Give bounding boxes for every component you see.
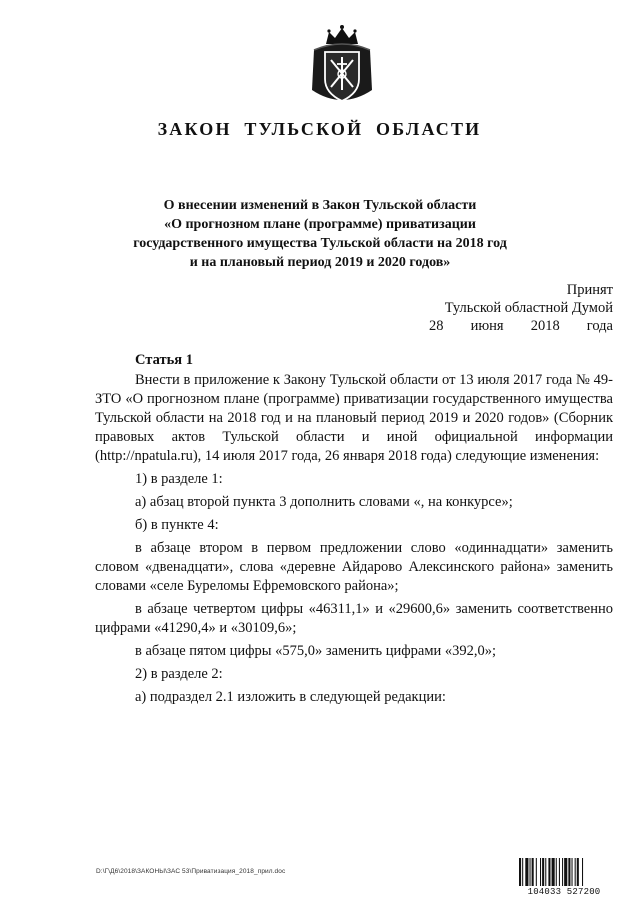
article-intro: Внести в приложение к Закону Тульской области от 13 июля 2017 года № 49-ЗТО «О прогнозном плане (программе) приватизации государственного имущества Тульской области на 2018 год и на плановый период 2019 и 2020 годов» (Сборник правовых актов Тульской области и иной официальной информации (http://npatula.ru), 14 июля 2017 года, 26 января 2018 года) следующие изменения:	[95, 372, 613, 464]
article-item: 2) в разделе 2:	[135, 666, 223, 682]
file-path: D:\Г\Д6\2018\ЗАКОНЫ\ЗАС 53\Приватизация_2018_прил.doc	[96, 868, 286, 875]
barcode-icon	[519, 858, 609, 890]
law-title: ЗАКОН ТУЛЬСКОЙ ОБЛАСТИ	[157, 119, 482, 139]
adopted-by: Тульской областной Думой	[444, 300, 613, 316]
article-item: в абзаце четвертом цифры «46311,1» и «29600,6» заменить соответственно цифрами «41290,4» и «30109,6»;	[95, 601, 613, 636]
adoption-date	[425, 317, 613, 335]
article-item: а) подраздел 2.1 изложить в следующей редакции:	[135, 689, 446, 705]
law-subject-line: О внесении изменений в Закон Тульской области	[163, 198, 477, 213]
law-subject-line: и на плановый период 2019 и 2020 годов»	[189, 255, 451, 270]
adoption-year-word: года	[586, 318, 613, 334]
article-item: в абзаце втором в первом предложении слово «одиннадцати» заменить словом «двенадцати», слова «деревне Айдарово Алексинского района» заменить словами «селе Буреломы Ефремовского района»;	[95, 540, 613, 594]
adoption-month: июня	[470, 318, 504, 334]
article-item: в абзаце пятом цифры «575,0» заменить цифрами «392,0»;	[135, 643, 497, 659]
law-subject-line: «О прогнозном плане (программе) приватизации	[164, 217, 476, 232]
barcode-number: 104033 527200	[527, 887, 601, 897]
law-subject	[70, 196, 570, 272]
article-title: Статья 1	[135, 352, 193, 368]
coat-of-arms-icon	[302, 24, 382, 108]
law-subject-line: государственного имущества Тульской области на 2018 год	[133, 236, 507, 251]
article-item: 1) в разделе 1:	[135, 471, 223, 487]
article-item: б) в пункте 4:	[135, 517, 219, 533]
adoption-day: 28	[429, 318, 444, 334]
article-body	[95, 371, 613, 707]
adoption-block	[425, 281, 613, 335]
adopted-label: Принят	[566, 282, 613, 298]
adoption-year: 2018	[530, 318, 560, 334]
article-item: а) абзац второй пункта 3 дополнить словами «, на конкурсе»;	[135, 494, 513, 510]
